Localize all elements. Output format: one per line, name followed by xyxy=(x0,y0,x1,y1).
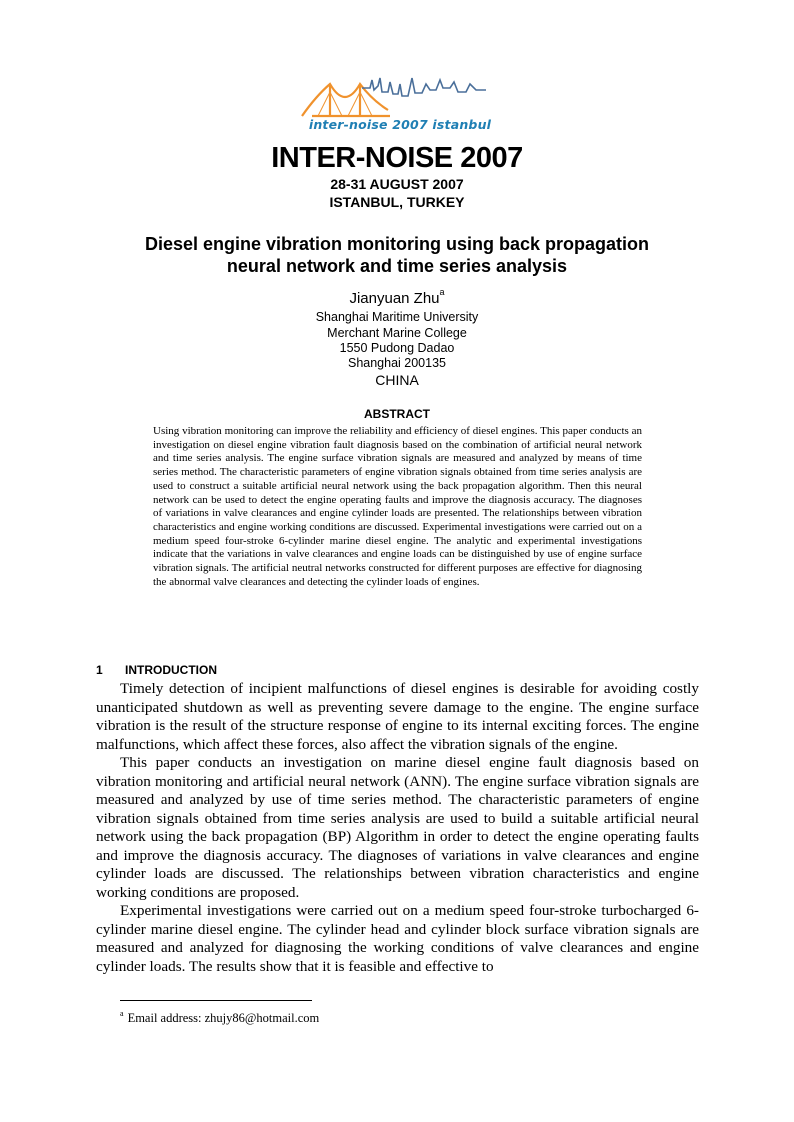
paper-title xyxy=(100,233,694,277)
paragraph: Timely detection of incipient malfunctions of diesel engines is desirable for avoiding costly unanticipated shutdown as well as preventing severe damage to the engine. The engine surface vibration is the result of the structure response of engine to its internal exciting forces. The engine malfunctions, which affect these forces, also affect the vibration signals of the engine. xyxy=(96,680,699,753)
affiliation-line: 1550 Pudong Dadao xyxy=(339,341,455,355)
author-name-text: Jianyuan Zhu xyxy=(349,290,440,307)
paper-title-line-1: Diesel engine vibration monitoring using back propagation xyxy=(144,234,650,254)
footnote xyxy=(120,1011,319,1026)
author-footnote-marker: a xyxy=(439,287,445,297)
footnote-marker: a xyxy=(120,1009,124,1018)
abstract-heading: ABSTRACT xyxy=(364,407,430,421)
paper-title-line-2: neural network and time series analysis xyxy=(226,256,568,276)
footnote-divider xyxy=(120,1000,312,1001)
section-heading: INTRODUCTION xyxy=(125,663,217,677)
author-name xyxy=(0,287,794,307)
affiliation-line: Merchant Marine College xyxy=(327,326,467,340)
conference-location: ISTANBUL, TURKEY xyxy=(329,194,465,210)
section-number: 1 xyxy=(96,663,103,677)
conference-dates: 28-31 AUGUST 2007 xyxy=(330,176,464,192)
paragraph: This paper conducts an investigation on marine diesel engine fault diagnosis based on vibration monitoring and artificial neural network (ANN). The engine surface vibration signals are measured and analyzed by use of time series method. The characteristic parameters of engine vibration signals obtained from time series analysis are used to build a suitable artificial neural network using the back propagation (BP) Algorithm in order to detect the engine operating faults and improve the diagnosis accuracy. The diagnoses of variations in valve clearances and engine cylinder loads are discussed. The relationships between vibration characteristics and engine working conditions are proposed. xyxy=(96,754,699,901)
footnote-email: Email address: zhujy86@hotmail.com xyxy=(127,1011,320,1025)
paragraph: Experimental investigations were carried out on a medium speed four-stroke turbocharged 6-cylinder marine diesel engine. The cylinder head and cylinder block surface vibration signals are measured and analyzed for diagnosing the working conditions of valve clearances and engine cylinder loads. The results show that it is feasible and effective to xyxy=(96,902,699,975)
affiliation-line: Shanghai Maritime University xyxy=(315,310,479,324)
conference-title: INTER-NOISE 2007 xyxy=(271,142,523,174)
author-country: CHINA xyxy=(375,372,419,388)
logo-caption: inter-noise 2007 istanbul xyxy=(308,117,492,132)
introduction-body xyxy=(96,680,699,976)
affiliation-line: Shanghai 200135 xyxy=(347,356,446,370)
waveform-graphic xyxy=(362,78,486,96)
abstract-body: Using vibration monitoring can improve the reliability and efficiency of diesel engines. This paper conducts an investigation on diesel engine vibration fault diagnosis based on the combination of artificial neural network and time series analysis. The engine surface vibration signals are measured and analyzed by means of time series method. The characteristic parameters of engine vibration signals obtained from time series analysis are used to construct a suitable artificial neural network using the back propagation algorithm. Then this neural network can be used to detect the engine operating faults and improve the diagnosis accuracy. The diagnoses of variations in valve clearances and engine cylinder loads are presented. The relationships between vibration characteristics and engine working conditions are discussed. Experimental investigations were carried out on a medium speed four-stroke 6-cylinder marine diesel engine. The analytic and experimental investigations indicate that the variations in valve clearances and engine loads can be distinguished by use of engine surface vibration signals. The artificial neutral networks constructed for different purposes are effective for diagnosing the abnormal valve clearances and detecting the cylinder loads of engines. xyxy=(153,425,642,588)
bridge-graphic xyxy=(302,84,390,116)
